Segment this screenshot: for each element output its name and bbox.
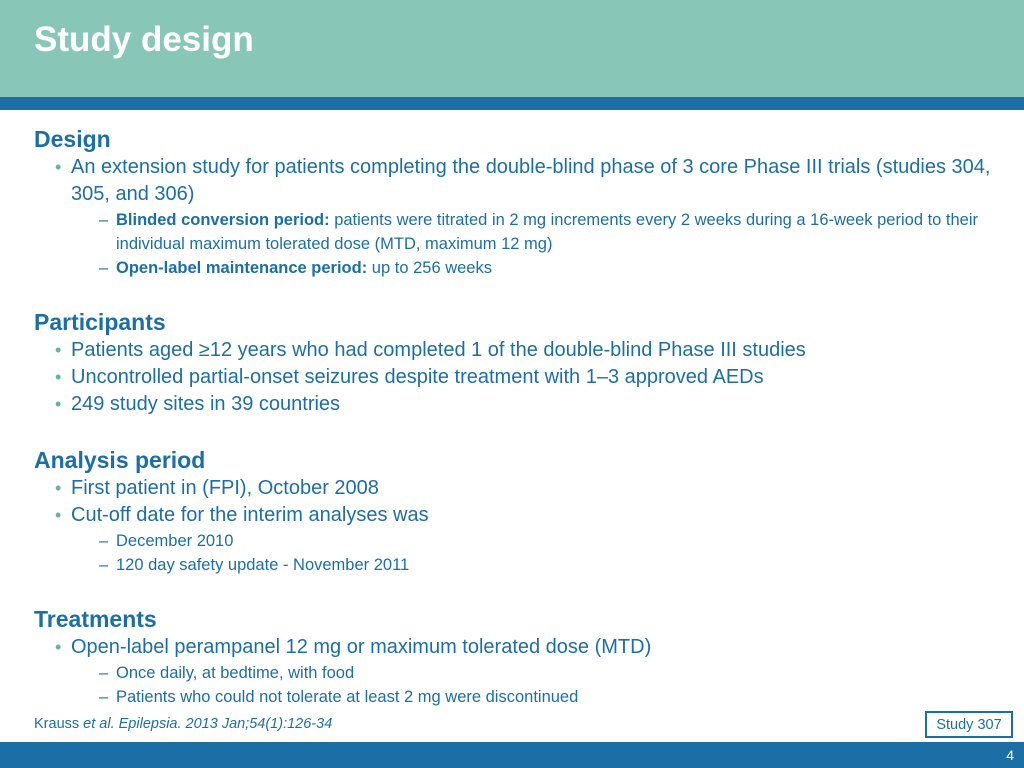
- section-participants: [34, 307, 1004, 418]
- section-design: [34, 124, 1004, 280]
- slide-title: Study design: [34, 20, 254, 59]
- study-label-box: Study 307: [925, 711, 1013, 738]
- sub-bullet-bold: Blinded conversion period:: [116, 211, 330, 229]
- slide-content: [34, 124, 1004, 709]
- sub-bullet-text: up to 256 weeks: [367, 259, 492, 277]
- section-treatments: [34, 604, 1004, 709]
- bullet-item: • Cut-off date for the interim analyses was: [34, 502, 1004, 529]
- sub-bullet-item: – December 2010: [34, 529, 1004, 553]
- section-heading: Treatments: [34, 606, 157, 632]
- bullet-item: • 249 study sites in 39 countries: [34, 391, 1004, 418]
- bullet-item: • Open-label perampanel 12 mg or maximum tolerated dose (MTD): [34, 634, 1004, 661]
- section-heading: Analysis period: [34, 447, 206, 473]
- sub-bullet-text: patients were titrated in 2 mg increments every 2 weeks during a 16-week period to their individual maximum tolerated dose (MTD, maximum 12 mg): [116, 211, 979, 253]
- sub-bullet-item: [34, 256, 1004, 280]
- reference-citation: [34, 716, 332, 732]
- bullet-item: • Patients aged ≥12 years who had completed 1 of the double-blind Phase III studies: [34, 337, 1004, 364]
- page-number: 4: [1006, 747, 1014, 763]
- sub-bullet-item: [34, 208, 1004, 256]
- footer-bar: [0, 742, 1024, 768]
- reference-source: et al. Epilepsia. 2013 Jan;54(1):126-34: [83, 716, 333, 732]
- header-stripe: [0, 97, 1024, 110]
- bullet-item: • An extension study for patients completing the double-blind phase of 3 core Phase III trials (studies 304, 305, and 306): [34, 154, 1004, 208]
- section-heading: Design: [34, 126, 111, 152]
- section-analysis-period: [34, 445, 1004, 577]
- sub-bullet-item: – Patients who could not tolerate at least 2 mg were discontinued: [34, 685, 1004, 709]
- section-heading: Participants: [34, 309, 166, 335]
- sub-bullet-item: – 120 day safety update - November 2011: [34, 553, 1004, 577]
- bullet-item: • First patient in (FPI), October 2008: [34, 475, 1004, 502]
- bullet-item: • Uncontrolled partial-onset seizures despite treatment with 1–3 approved AEDs: [34, 364, 1004, 391]
- sub-bullet-bold: Open-label maintenance period:: [116, 259, 368, 277]
- reference-author: Krauss: [34, 716, 84, 732]
- sub-bullet-item: – Once daily, at bedtime, with food: [34, 661, 1004, 685]
